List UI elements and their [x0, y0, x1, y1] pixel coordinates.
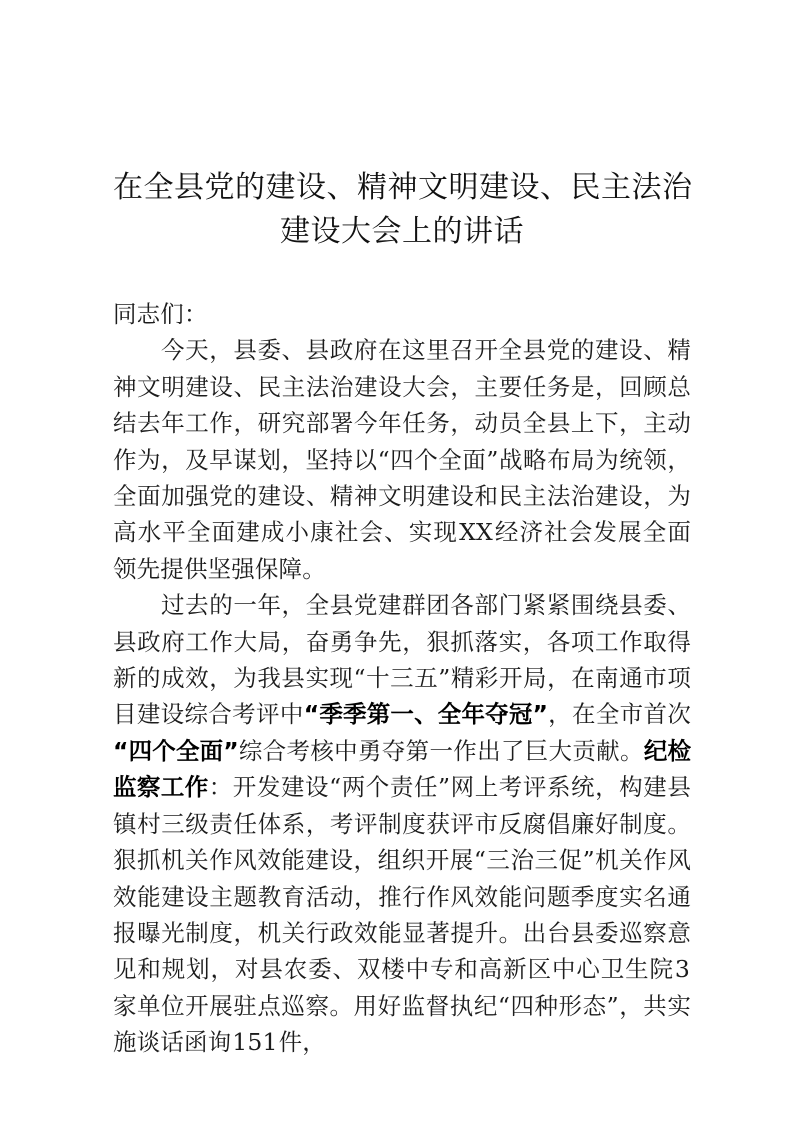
title-line-1: 在全县党的建设、精神文明建设、民主法治 — [113, 170, 693, 206]
document-title — [113, 166, 691, 254]
para-1 — [113, 332, 691, 587]
paragraph-list — [113, 332, 691, 1060]
emphasis-run: “四个全面” — [113, 736, 239, 765]
latin-run: 151 — [232, 1028, 278, 1057]
text-run: 过去的一年，全县党建群团各部门紧紧围绕县委、县政府工作大局，奋勇争先，狠抓落实，各项工作取得新的成效，为我县实现“十三五”精彩开局，在南通市项目建设综合考评中 — [113, 591, 691, 729]
text-run: 综合考核中勇夺第一作出了巨大贡献。 — [238, 736, 644, 765]
text-run: ，在全市首次 — [547, 700, 691, 729]
para-2 — [113, 587, 691, 1060]
emphasis-run: “季季第一、全年夺冠” — [303, 700, 548, 729]
text-run: ：开发建设“两个责任”网上考评系统，构建县镇村三级责任体系，考评制度获评市反腐倡廉好制度。狠抓机关作风效能建设，组织开展“三治三促”机关作风效能建设主题教育活动，推行作风效能问题季度实名通报曝光制度，机关行政效能显著提升。出台县委巡察意见和规划，对县农委、双楼中专和高新区中心卫生院 — [113, 773, 691, 984]
latin-run: XX — [459, 518, 493, 547]
text-run: 家单位开展驻点巡察。用好监督执纪“四种形态”，共实施谈话函询 — [113, 991, 691, 1057]
salutation: 同志们： — [113, 300, 208, 328]
text-run: 今天，县委、县政府在这里召开全县党的建设、精神文明建设、民主法治建设大会，主要任务是，回顾总结去年工作，研究部署今年任务，动员全县上下，主动作为，及早谋划，坚持以“四个全面”战略布局为统领，全面加强党的建设、精神文明建设和民主法治建设，为高水平全面建成小康社会、实现 — [113, 336, 691, 547]
text-run: 经济社会发展全面领先提供坚强保障。 — [113, 518, 691, 583]
title-line-2: 建设大会上的讲话 — [280, 214, 524, 250]
text-run: 件， — [278, 1028, 326, 1057]
document-body — [113, 296, 691, 1061]
latin-run: 3 — [674, 955, 690, 984]
emphasis-run: 纪检监察工作 — [113, 736, 691, 802]
